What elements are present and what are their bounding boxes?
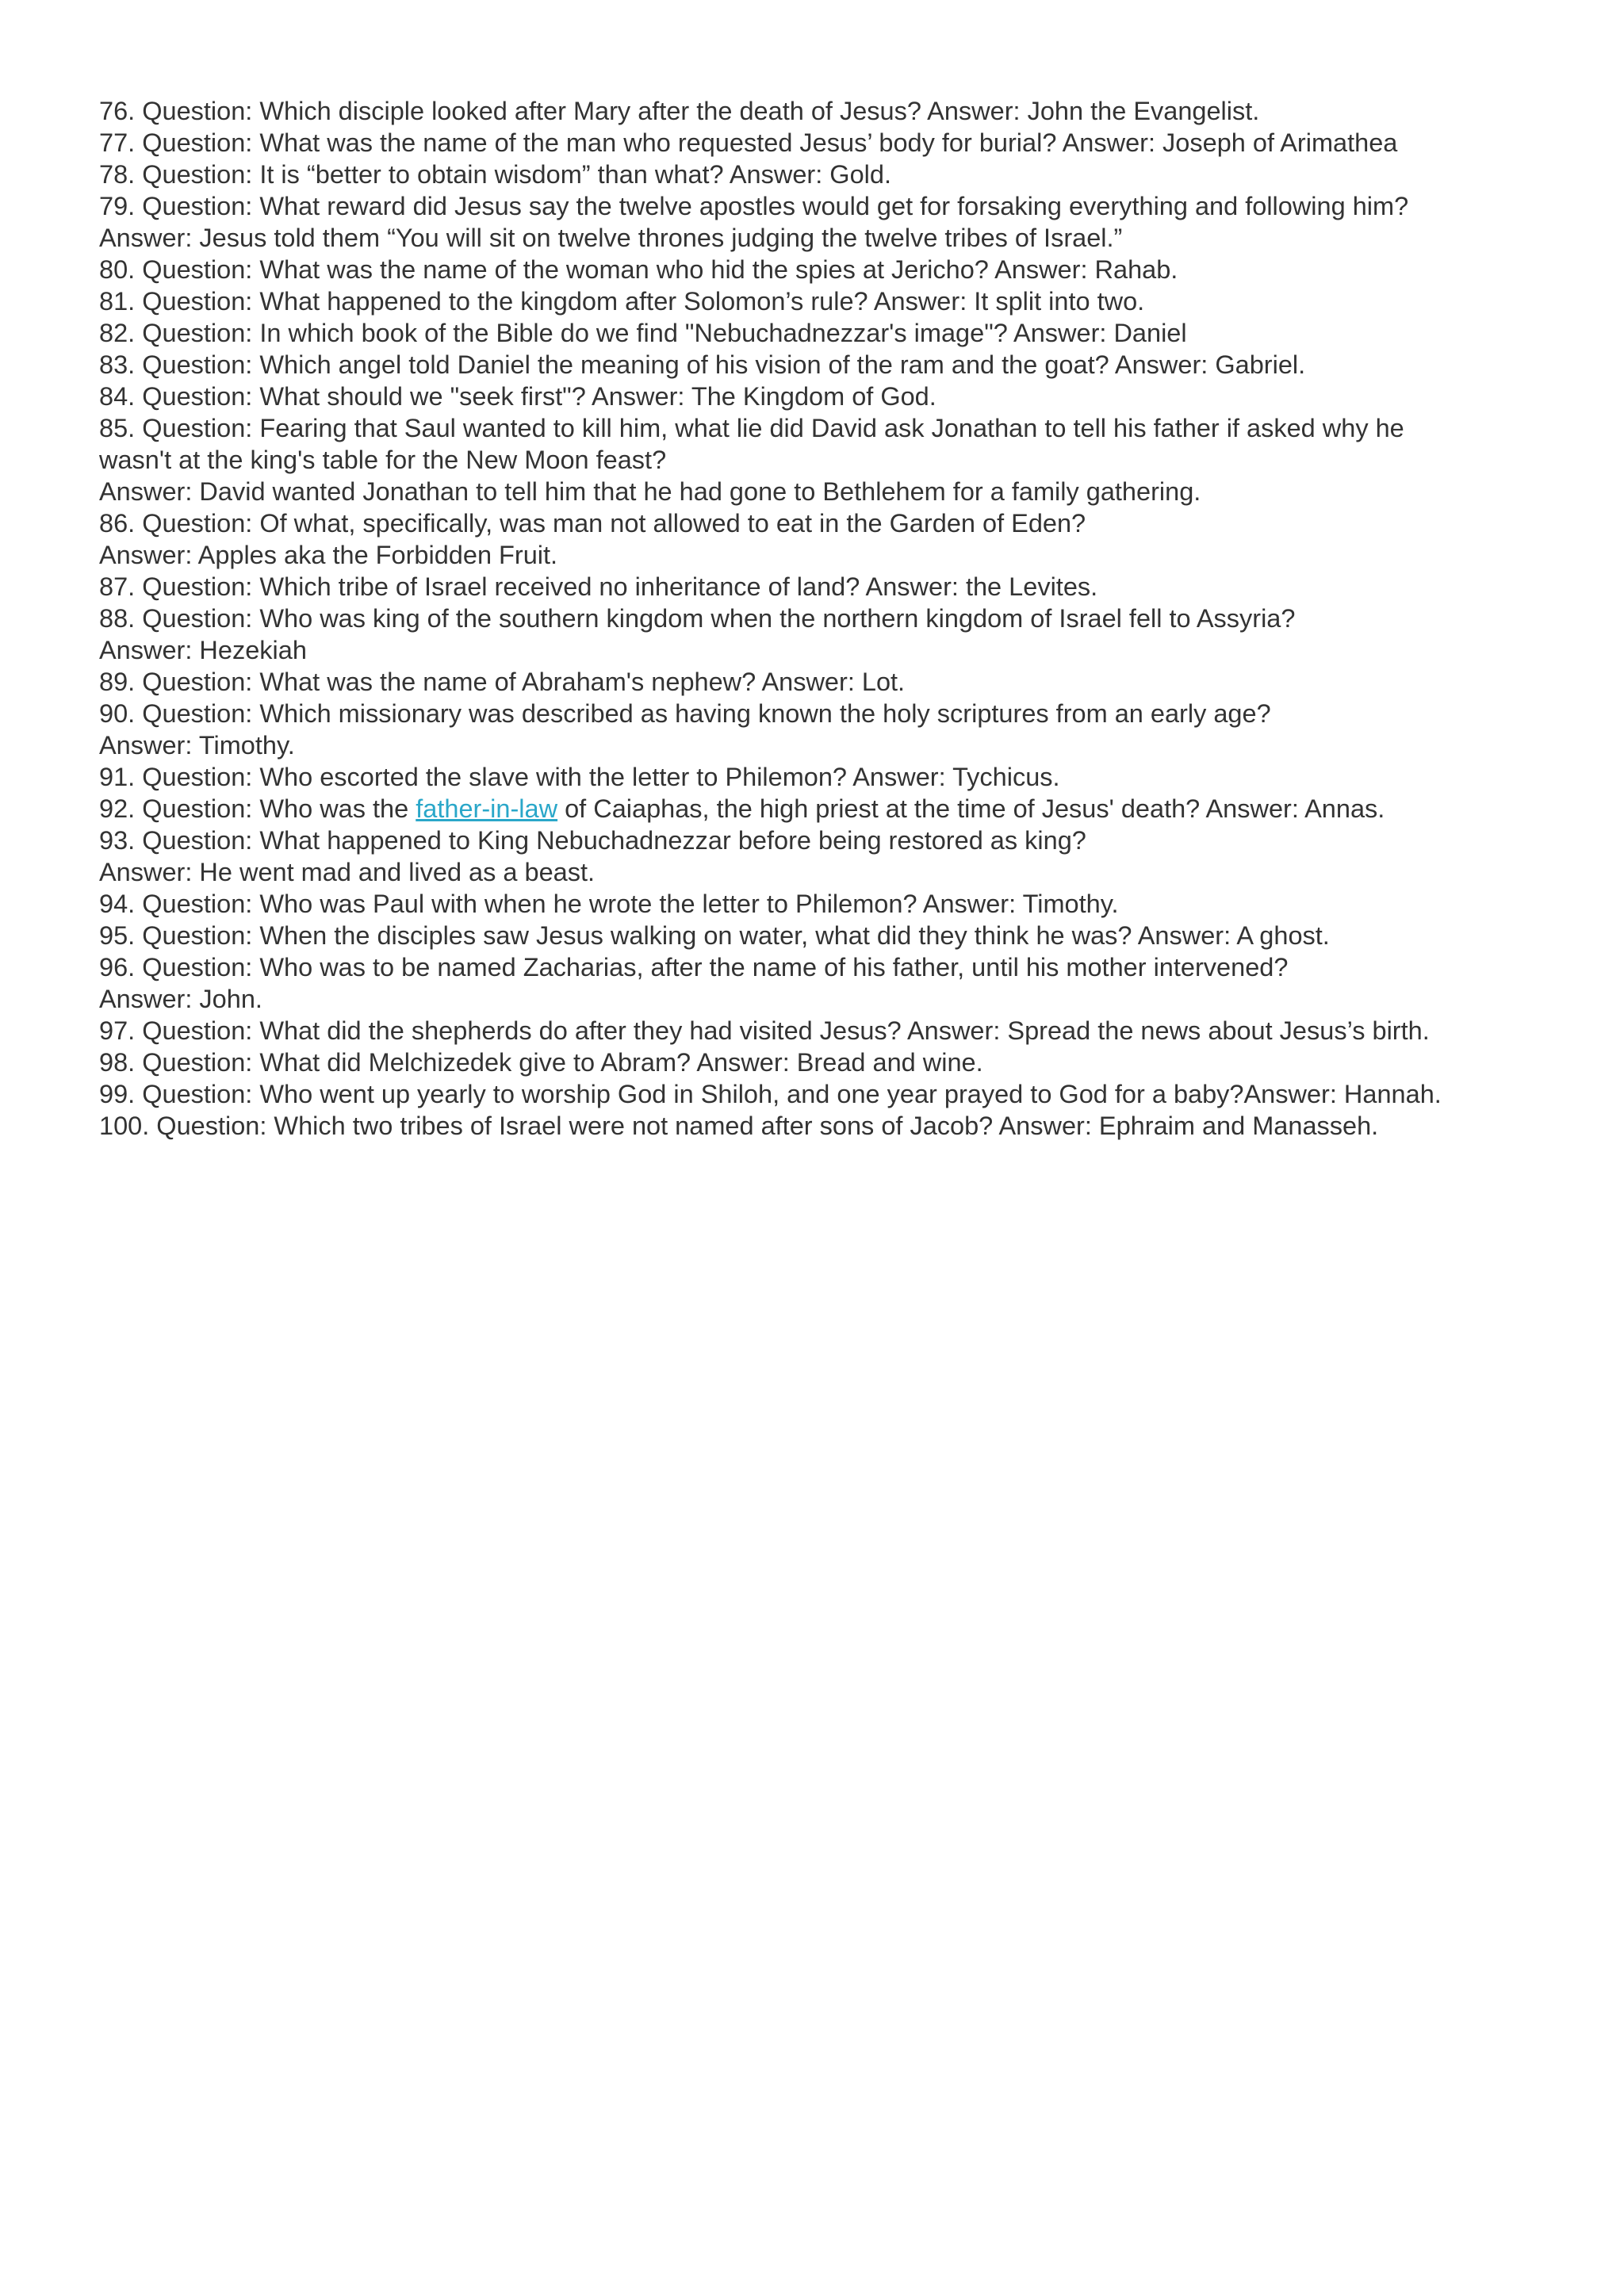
- question-94-line: 94. Question: Who was Paul with when he wrote the letter to Philemon? Answer: Timothy.: [99, 890, 1119, 918]
- question-76-line: 76. Question: Which disciple looked after Mary after the death of Jesus? Answer: John the Evangelist.: [99, 97, 1260, 125]
- question-93-line: 93. Question: What happened to King Nebuchadnezzar before being restored as king?: [99, 826, 1086, 855]
- question-85-line: 85. Question: Fearing that Saul wanted to kill him, what lie did David ask Jonathan to tell his father if asked why he: [99, 414, 1404, 442]
- answer-96-line: Answer: John.: [99, 985, 262, 1013]
- question-80-line: 80. Question: What was the name of the woman who hid the spies at Jericho? Answer: Rahab.: [99, 255, 1178, 284]
- question-87-line: 87. Question: Which tribe of Israel received no inheritance of land? Answer: the Levites.: [99, 572, 1098, 601]
- answer-86-line: Answer: Apples aka the Forbidden Fruit.: [99, 541, 558, 569]
- question-92-text-after: of Caiaphas, the high priest at the time of Jesus' death? Answer: Annas.: [557, 794, 1385, 823]
- question-97-line: 97. Question: What did the shepherds do after they had visited Jesus? Answer: Spread the news about Jesus’s birth.: [99, 1016, 1430, 1045]
- question-79-line: 79. Question: What reward did Jesus say the twelve apostles would get for forsaking everything and following him?: [99, 192, 1409, 220]
- question-89-line: 89. Question: What was the name of Abraham's nephew? Answer: Lot.: [99, 668, 906, 696]
- question-83-line: 83. Question: Which angel told Daniel the meaning of his vision of the ram and the goat? Answer: Gabriel.: [99, 350, 1306, 379]
- question-99-line: 99. Question: Who went up yearly to worship God in Shiloh, and one year prayed to God for a baby?Answer: Hannah.: [99, 1080, 1442, 1108]
- answer-85-line: Answer: David wanted Jonathan to tell him that he had gone to Bethlehem for a family gathering.: [99, 477, 1201, 506]
- answer-79-line: Answer: Jesus told them “You will sit on twelve thrones judging the twelve tribes of Israel.”: [99, 224, 1123, 252]
- question-92-text-before: 92. Question: Who was the: [99, 794, 416, 823]
- question-95-line: 95. Question: When the disciples saw Jesus walking on water, what did they think he was? Answer: A ghost.: [99, 921, 1330, 950]
- question-90-line: 90. Question: Which missionary was described as having known the holy scriptures from an early age?: [99, 699, 1271, 728]
- question-96-line: 96. Question: Who was to be named Zacharias, after the name of his father, until his mother intervened?: [99, 953, 1289, 982]
- answer-88-line: Answer: Hezekiah: [99, 636, 307, 664]
- question-77-line: 77. Question: What was the name of the man who requested Jesus’ body for burial? Answer: Joseph of Arimathea: [99, 128, 1398, 157]
- question-81-line: 81. Question: What happened to the kingdom after Solomon’s rule? Answer: It split into two.: [99, 287, 1145, 316]
- father-in-law-link[interactable]: father-in-law: [416, 794, 558, 823]
- answer-93-line: Answer: He went mad and lived as a beast.: [99, 858, 596, 886]
- question-82-line: 82. Question: In which book of the Bible do we find "Nebuchadnezzar's image"? Answer: Daniel: [99, 319, 1187, 347]
- question-85-continuation-line: wasn't at the king's table for the New Moon feast?: [99, 446, 667, 474]
- question-100-line: 100. Question: Which two tribes of Israel were not named after sons of Jacob? Answer: Ephraim and Manasseh.: [99, 1112, 1379, 1140]
- question-86-line: 86. Question: Of what, specifically, was man not allowed to eat in the Garden of Eden?: [99, 509, 1086, 538]
- question-91-line: 91. Question: Who escorted the slave with the letter to Philemon? Answer: Tychicus.: [99, 763, 1060, 791]
- question-88-line: 88. Question: Who was king of the southern kingdom when the northern kingdom of Israel fell to Assyria?: [99, 604, 1296, 633]
- document-page: [99, 95, 1590, 1142]
- question-78-line: 78. Question: It is “better to obtain wisdom” than what? Answer: Gold.: [99, 160, 891, 189]
- answer-90-line: Answer: Timothy.: [99, 731, 295, 760]
- question-98-line: 98. Question: What did Melchizedek give to Abram? Answer: Bread and wine.: [99, 1048, 983, 1077]
- question-92-line: [99, 793, 1590, 825]
- question-84-line: 84. Question: What should we "seek first"? Answer: The Kingdom of God.: [99, 382, 936, 411]
